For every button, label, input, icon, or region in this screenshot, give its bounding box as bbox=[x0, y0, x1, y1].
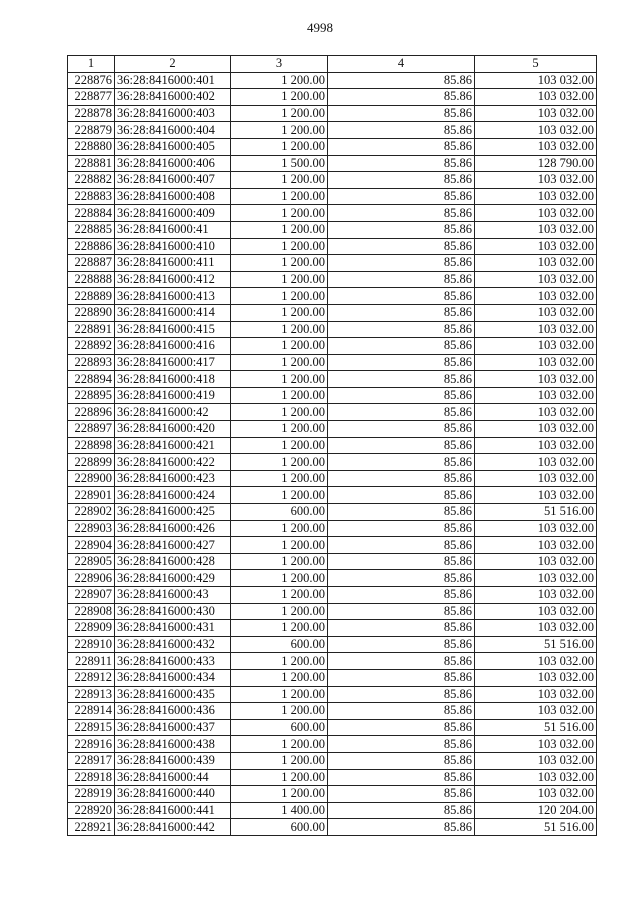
total-value-cell: 103 032.00 bbox=[475, 288, 597, 305]
table-row bbox=[68, 719, 597, 736]
cadastral-number-cell: 36:28:8416000:421 bbox=[115, 437, 231, 454]
rate-value-cell: 85.86 bbox=[328, 653, 475, 670]
rate-value-cell: 85.86 bbox=[328, 238, 475, 255]
total-value-cell: 103 032.00 bbox=[475, 105, 597, 122]
rate-value-cell: 85.86 bbox=[328, 72, 475, 89]
total-value-cell: 103 032.00 bbox=[475, 703, 597, 720]
area-value-cell: 1 200.00 bbox=[231, 437, 328, 454]
total-value-cell: 103 032.00 bbox=[475, 304, 597, 321]
cadastral-number-cell: 36:28:8416000:401 bbox=[115, 72, 231, 89]
area-value-cell: 1 200.00 bbox=[231, 321, 328, 338]
table-row bbox=[68, 603, 597, 620]
area-value-cell: 1 200.00 bbox=[231, 387, 328, 404]
rate-value-cell: 85.86 bbox=[328, 188, 475, 205]
area-value-cell: 1 200.00 bbox=[231, 205, 328, 222]
total-value-cell: 103 032.00 bbox=[475, 587, 597, 604]
area-value-cell: 1 200.00 bbox=[231, 221, 328, 238]
total-value-cell: 51 516.00 bbox=[475, 819, 597, 836]
cadastral-number-cell: 36:28:8416000:411 bbox=[115, 255, 231, 272]
table-body bbox=[68, 72, 597, 835]
table-row bbox=[68, 553, 597, 570]
registry-table bbox=[67, 55, 597, 836]
total-value-cell: 103 032.00 bbox=[475, 354, 597, 371]
rate-value-cell: 85.86 bbox=[328, 138, 475, 155]
rate-value-cell: 85.86 bbox=[328, 371, 475, 388]
area-value-cell: 1 200.00 bbox=[231, 603, 328, 620]
table-row bbox=[68, 587, 597, 604]
total-value-cell: 103 032.00 bbox=[475, 520, 597, 537]
rate-value-cell: 85.86 bbox=[328, 769, 475, 786]
cadastral-number-cell: 36:28:8416000:402 bbox=[115, 89, 231, 106]
rate-value-cell: 85.86 bbox=[328, 271, 475, 288]
cadastral-number-cell: 36:28:8416000:432 bbox=[115, 636, 231, 653]
table-row bbox=[68, 404, 597, 421]
header-col-1: 1 bbox=[68, 56, 115, 73]
total-value-cell: 103 032.00 bbox=[475, 238, 597, 255]
page-number: 4998 bbox=[307, 20, 333, 35]
record-number-cell: 228921 bbox=[68, 819, 115, 836]
cadastral-number-cell: 36:28:8416000:41 bbox=[115, 221, 231, 238]
rate-value-cell: 85.86 bbox=[328, 338, 475, 355]
table-row bbox=[68, 304, 597, 321]
total-value-cell: 51 516.00 bbox=[475, 719, 597, 736]
cadastral-number-cell: 36:28:8416000:419 bbox=[115, 387, 231, 404]
record-number-cell: 228885 bbox=[68, 221, 115, 238]
area-value-cell: 1 200.00 bbox=[231, 736, 328, 753]
area-value-cell: 1 200.00 bbox=[231, 669, 328, 686]
rate-value-cell: 85.86 bbox=[328, 387, 475, 404]
cadastral-number-cell: 36:28:8416000:430 bbox=[115, 603, 231, 620]
table-row bbox=[68, 321, 597, 338]
cadastral-number-cell: 36:28:8416000:433 bbox=[115, 653, 231, 670]
area-value-cell: 1 200.00 bbox=[231, 122, 328, 139]
rate-value-cell: 85.86 bbox=[328, 504, 475, 521]
cadastral-number-cell: 36:28:8416000:406 bbox=[115, 155, 231, 172]
area-value-cell: 1 200.00 bbox=[231, 703, 328, 720]
table-row bbox=[68, 736, 597, 753]
record-number-cell: 228880 bbox=[68, 138, 115, 155]
cadastral-number-cell: 36:28:8416000:422 bbox=[115, 454, 231, 471]
rate-value-cell: 85.86 bbox=[328, 288, 475, 305]
record-number-cell: 228902 bbox=[68, 504, 115, 521]
rate-value-cell: 85.86 bbox=[328, 354, 475, 371]
area-value-cell: 1 200.00 bbox=[231, 371, 328, 388]
record-number-cell: 228903 bbox=[68, 520, 115, 537]
cadastral-number-cell: 36:28:8416000:415 bbox=[115, 321, 231, 338]
cadastral-number-cell: 36:28:8416000:414 bbox=[115, 304, 231, 321]
table-row bbox=[68, 437, 597, 454]
area-value-cell: 1 200.00 bbox=[231, 105, 328, 122]
rate-value-cell: 85.86 bbox=[328, 752, 475, 769]
cadastral-number-cell: 36:28:8416000:428 bbox=[115, 553, 231, 570]
cadastral-number-cell: 36:28:8416000:434 bbox=[115, 669, 231, 686]
table-row bbox=[68, 238, 597, 255]
table-row bbox=[68, 487, 597, 504]
rate-value-cell: 85.86 bbox=[328, 520, 475, 537]
cadastral-number-cell: 36:28:8416000:427 bbox=[115, 537, 231, 554]
cadastral-number-cell: 36:28:8416000:409 bbox=[115, 205, 231, 222]
header-col-2: 2 bbox=[115, 56, 231, 73]
cadastral-number-cell: 36:28:8416000:405 bbox=[115, 138, 231, 155]
total-value-cell: 103 032.00 bbox=[475, 752, 597, 769]
area-value-cell: 1 200.00 bbox=[231, 255, 328, 272]
table-row bbox=[68, 338, 597, 355]
cadastral-number-cell: 36:28:8416000:429 bbox=[115, 570, 231, 587]
area-value-cell: 1 200.00 bbox=[231, 172, 328, 189]
cadastral-number-cell: 36:28:8416000:441 bbox=[115, 802, 231, 819]
cadastral-number-cell: 36:28:8416000:431 bbox=[115, 620, 231, 637]
cadastral-number-cell: 36:28:8416000:408 bbox=[115, 188, 231, 205]
area-value-cell: 1 200.00 bbox=[231, 188, 328, 205]
table-row bbox=[68, 288, 597, 305]
area-value-cell: 1 200.00 bbox=[231, 404, 328, 421]
rate-value-cell: 85.86 bbox=[328, 304, 475, 321]
total-value-cell: 103 032.00 bbox=[475, 338, 597, 355]
total-value-cell: 103 032.00 bbox=[475, 736, 597, 753]
total-value-cell: 103 032.00 bbox=[475, 786, 597, 803]
cadastral-number-cell: 36:28:8416000:418 bbox=[115, 371, 231, 388]
total-value-cell: 103 032.00 bbox=[475, 686, 597, 703]
table-row bbox=[68, 786, 597, 803]
record-number-cell: 228915 bbox=[68, 719, 115, 736]
total-value-cell: 103 032.00 bbox=[475, 205, 597, 222]
table-row bbox=[68, 570, 597, 587]
record-number-cell: 228888 bbox=[68, 271, 115, 288]
area-value-cell: 600.00 bbox=[231, 719, 328, 736]
area-value-cell: 1 200.00 bbox=[231, 338, 328, 355]
area-value-cell: 1 200.00 bbox=[231, 520, 328, 537]
record-number-cell: 228890 bbox=[68, 304, 115, 321]
cadastral-number-cell: 36:28:8416000:42 bbox=[115, 404, 231, 421]
rate-value-cell: 85.86 bbox=[328, 105, 475, 122]
cadastral-number-cell: 36:28:8416000:437 bbox=[115, 719, 231, 736]
record-number-cell: 228893 bbox=[68, 354, 115, 371]
area-value-cell: 600.00 bbox=[231, 636, 328, 653]
record-number-cell: 228896 bbox=[68, 404, 115, 421]
table-row bbox=[68, 454, 597, 471]
area-value-cell: 600.00 bbox=[231, 819, 328, 836]
table-row bbox=[68, 819, 597, 836]
cadastral-number-cell: 36:28:8416000:439 bbox=[115, 752, 231, 769]
area-value-cell: 1 200.00 bbox=[231, 686, 328, 703]
rate-value-cell: 85.86 bbox=[328, 172, 475, 189]
area-value-cell: 1 200.00 bbox=[231, 752, 328, 769]
rate-value-cell: 85.86 bbox=[328, 553, 475, 570]
rate-value-cell: 85.86 bbox=[328, 155, 475, 172]
rate-value-cell: 85.86 bbox=[328, 719, 475, 736]
table-row bbox=[68, 686, 597, 703]
total-value-cell: 103 032.00 bbox=[475, 172, 597, 189]
record-number-cell: 228910 bbox=[68, 636, 115, 653]
area-value-cell: 1 200.00 bbox=[231, 769, 328, 786]
table-row bbox=[68, 72, 597, 89]
table-row bbox=[68, 354, 597, 371]
record-number-cell: 228883 bbox=[68, 188, 115, 205]
rate-value-cell: 85.86 bbox=[328, 570, 475, 587]
cadastral-number-cell: 36:28:8416000:420 bbox=[115, 421, 231, 438]
rate-value-cell: 85.86 bbox=[328, 603, 475, 620]
header-row bbox=[68, 56, 597, 73]
total-value-cell: 103 032.00 bbox=[475, 553, 597, 570]
total-value-cell: 103 032.00 bbox=[475, 470, 597, 487]
area-value-cell: 1 200.00 bbox=[231, 238, 328, 255]
table-row bbox=[68, 371, 597, 388]
rate-value-cell: 85.86 bbox=[328, 802, 475, 819]
record-number-cell: 228908 bbox=[68, 603, 115, 620]
total-value-cell: 103 032.00 bbox=[475, 603, 597, 620]
total-value-cell: 103 032.00 bbox=[475, 487, 597, 504]
table-row bbox=[68, 122, 597, 139]
record-number-cell: 228911 bbox=[68, 653, 115, 670]
cadastral-number-cell: 36:28:8416000:44 bbox=[115, 769, 231, 786]
total-value-cell: 103 032.00 bbox=[475, 221, 597, 238]
total-value-cell: 103 032.00 bbox=[475, 122, 597, 139]
rate-value-cell: 85.86 bbox=[328, 89, 475, 106]
total-value-cell: 103 032.00 bbox=[475, 454, 597, 471]
cadastral-number-cell: 36:28:8416000:403 bbox=[115, 105, 231, 122]
total-value-cell: 51 516.00 bbox=[475, 504, 597, 521]
total-value-cell: 103 032.00 bbox=[475, 653, 597, 670]
record-number-cell: 228878 bbox=[68, 105, 115, 122]
table-row bbox=[68, 105, 597, 122]
record-number-cell: 228901 bbox=[68, 487, 115, 504]
area-value-cell: 1 200.00 bbox=[231, 138, 328, 155]
table-row bbox=[68, 636, 597, 653]
total-value-cell: 103 032.00 bbox=[475, 437, 597, 454]
area-value-cell: 1 200.00 bbox=[231, 454, 328, 471]
rate-value-cell: 85.86 bbox=[328, 470, 475, 487]
rate-value-cell: 85.86 bbox=[328, 454, 475, 471]
record-number-cell: 228904 bbox=[68, 537, 115, 554]
total-value-cell: 103 032.00 bbox=[475, 188, 597, 205]
table-row bbox=[68, 155, 597, 172]
total-value-cell: 103 032.00 bbox=[475, 769, 597, 786]
area-value-cell: 1 200.00 bbox=[231, 304, 328, 321]
rate-value-cell: 85.86 bbox=[328, 487, 475, 504]
record-number-cell: 228916 bbox=[68, 736, 115, 753]
record-number-cell: 228898 bbox=[68, 437, 115, 454]
total-value-cell: 103 032.00 bbox=[475, 404, 597, 421]
area-value-cell: 1 200.00 bbox=[231, 537, 328, 554]
rate-value-cell: 85.86 bbox=[328, 786, 475, 803]
record-number-cell: 228905 bbox=[68, 553, 115, 570]
cadastral-number-cell: 36:28:8416000:413 bbox=[115, 288, 231, 305]
total-value-cell: 103 032.00 bbox=[475, 72, 597, 89]
record-number-cell: 228884 bbox=[68, 205, 115, 222]
area-value-cell: 1 200.00 bbox=[231, 288, 328, 305]
record-number-cell: 228909 bbox=[68, 620, 115, 637]
table-row bbox=[68, 421, 597, 438]
rate-value-cell: 85.86 bbox=[328, 221, 475, 238]
record-number-cell: 228894 bbox=[68, 371, 115, 388]
cadastral-number-cell: 36:28:8416000:417 bbox=[115, 354, 231, 371]
record-number-cell: 228913 bbox=[68, 686, 115, 703]
rate-value-cell: 85.86 bbox=[328, 421, 475, 438]
area-value-cell: 1 200.00 bbox=[231, 354, 328, 371]
rate-value-cell: 85.86 bbox=[328, 255, 475, 272]
area-value-cell: 1 200.00 bbox=[231, 470, 328, 487]
table-row bbox=[68, 470, 597, 487]
table-row bbox=[68, 188, 597, 205]
total-value-cell: 103 032.00 bbox=[475, 271, 597, 288]
cadastral-number-cell: 36:28:8416000:438 bbox=[115, 736, 231, 753]
record-number-cell: 228895 bbox=[68, 387, 115, 404]
rate-value-cell: 85.86 bbox=[328, 537, 475, 554]
table-row bbox=[68, 387, 597, 404]
record-number-cell: 228914 bbox=[68, 703, 115, 720]
area-value-cell: 1 200.00 bbox=[231, 89, 328, 106]
cadastral-number-cell: 36:28:8416000:425 bbox=[115, 504, 231, 521]
table-row bbox=[68, 255, 597, 272]
record-number-cell: 228892 bbox=[68, 338, 115, 355]
record-number-cell: 228919 bbox=[68, 786, 115, 803]
table-row bbox=[68, 89, 597, 106]
total-value-cell: 103 032.00 bbox=[475, 570, 597, 587]
record-number-cell: 228912 bbox=[68, 669, 115, 686]
cadastral-number-cell: 36:28:8416000:416 bbox=[115, 338, 231, 355]
record-number-cell: 228882 bbox=[68, 172, 115, 189]
cadastral-number-cell: 36:28:8416000:43 bbox=[115, 587, 231, 604]
total-value-cell: 120 204.00 bbox=[475, 802, 597, 819]
area-value-cell: 1 200.00 bbox=[231, 72, 328, 89]
table-row bbox=[68, 653, 597, 670]
rate-value-cell: 85.86 bbox=[328, 122, 475, 139]
cadastral-number-cell: 36:28:8416000:412 bbox=[115, 271, 231, 288]
rate-value-cell: 85.86 bbox=[328, 205, 475, 222]
header-col-3: 3 bbox=[231, 56, 328, 73]
cadastral-number-cell: 36:28:8416000:436 bbox=[115, 703, 231, 720]
rate-value-cell: 85.86 bbox=[328, 587, 475, 604]
area-value-cell: 1 200.00 bbox=[231, 620, 328, 637]
record-number-cell: 228900 bbox=[68, 470, 115, 487]
cadastral-number-cell: 36:28:8416000:440 bbox=[115, 786, 231, 803]
cadastral-number-cell: 36:28:8416000:404 bbox=[115, 122, 231, 139]
area-value-cell: 1 200.00 bbox=[231, 653, 328, 670]
record-number-cell: 228887 bbox=[68, 255, 115, 272]
table-row bbox=[68, 504, 597, 521]
total-value-cell: 103 032.00 bbox=[475, 620, 597, 637]
table-row bbox=[68, 620, 597, 637]
record-number-cell: 228917 bbox=[68, 752, 115, 769]
table-row bbox=[68, 537, 597, 554]
cadastral-number-cell: 36:28:8416000:435 bbox=[115, 686, 231, 703]
cadastral-number-cell: 36:28:8416000:423 bbox=[115, 470, 231, 487]
record-number-cell: 228886 bbox=[68, 238, 115, 255]
area-value-cell: 1 200.00 bbox=[231, 570, 328, 587]
record-number-cell: 228879 bbox=[68, 122, 115, 139]
total-value-cell: 103 032.00 bbox=[475, 421, 597, 438]
record-number-cell: 228906 bbox=[68, 570, 115, 587]
total-value-cell: 103 032.00 bbox=[475, 89, 597, 106]
area-value-cell: 1 200.00 bbox=[231, 786, 328, 803]
rate-value-cell: 85.86 bbox=[328, 437, 475, 454]
total-value-cell: 103 032.00 bbox=[475, 669, 597, 686]
record-number-cell: 228891 bbox=[68, 321, 115, 338]
record-number-cell: 228899 bbox=[68, 454, 115, 471]
record-number-cell: 228889 bbox=[68, 288, 115, 305]
total-value-cell: 103 032.00 bbox=[475, 537, 597, 554]
rate-value-cell: 85.86 bbox=[328, 819, 475, 836]
area-value-cell: 1 200.00 bbox=[231, 487, 328, 504]
rate-value-cell: 85.86 bbox=[328, 686, 475, 703]
area-value-cell: 1 200.00 bbox=[231, 421, 328, 438]
total-value-cell: 103 032.00 bbox=[475, 387, 597, 404]
table-row bbox=[68, 669, 597, 686]
area-value-cell: 1 500.00 bbox=[231, 155, 328, 172]
record-number-cell: 228918 bbox=[68, 769, 115, 786]
cadastral-number-cell: 36:28:8416000:426 bbox=[115, 520, 231, 537]
total-value-cell: 103 032.00 bbox=[475, 371, 597, 388]
rate-value-cell: 85.86 bbox=[328, 636, 475, 653]
area-value-cell: 1 200.00 bbox=[231, 587, 328, 604]
rate-value-cell: 85.86 bbox=[328, 669, 475, 686]
table-row bbox=[68, 172, 597, 189]
table-row bbox=[68, 752, 597, 769]
total-value-cell: 103 032.00 bbox=[475, 255, 597, 272]
rate-value-cell: 85.86 bbox=[328, 620, 475, 637]
cadastral-number-cell: 36:28:8416000:424 bbox=[115, 487, 231, 504]
record-number-cell: 228920 bbox=[68, 802, 115, 819]
rate-value-cell: 85.86 bbox=[328, 736, 475, 753]
header-col-4: 4 bbox=[328, 56, 475, 73]
area-value-cell: 1 200.00 bbox=[231, 553, 328, 570]
table-row bbox=[68, 205, 597, 222]
record-number-cell: 228897 bbox=[68, 421, 115, 438]
table-header bbox=[68, 56, 597, 73]
total-value-cell: 103 032.00 bbox=[475, 138, 597, 155]
rate-value-cell: 85.86 bbox=[328, 703, 475, 720]
area-value-cell: 1 400.00 bbox=[231, 802, 328, 819]
cadastral-number-cell: 36:28:8416000:442 bbox=[115, 819, 231, 836]
total-value-cell: 128 790.00 bbox=[475, 155, 597, 172]
record-number-cell: 228907 bbox=[68, 587, 115, 604]
table-row bbox=[68, 221, 597, 238]
table-row bbox=[68, 138, 597, 155]
rate-value-cell: 85.86 bbox=[328, 404, 475, 421]
record-number-cell: 228877 bbox=[68, 89, 115, 106]
header-col-5: 5 bbox=[475, 56, 597, 73]
record-number-cell: 228876 bbox=[68, 72, 115, 89]
table-row bbox=[68, 520, 597, 537]
total-value-cell: 103 032.00 bbox=[475, 321, 597, 338]
table-row bbox=[68, 271, 597, 288]
cadastral-number-cell: 36:28:8416000:410 bbox=[115, 238, 231, 255]
record-number-cell: 228881 bbox=[68, 155, 115, 172]
total-value-cell: 51 516.00 bbox=[475, 636, 597, 653]
rate-value-cell: 85.86 bbox=[328, 321, 475, 338]
table-row bbox=[68, 703, 597, 720]
table-row bbox=[68, 769, 597, 786]
area-value-cell: 600.00 bbox=[231, 504, 328, 521]
cadastral-number-cell: 36:28:8416000:407 bbox=[115, 172, 231, 189]
table-row bbox=[68, 802, 597, 819]
area-value-cell: 1 200.00 bbox=[231, 271, 328, 288]
